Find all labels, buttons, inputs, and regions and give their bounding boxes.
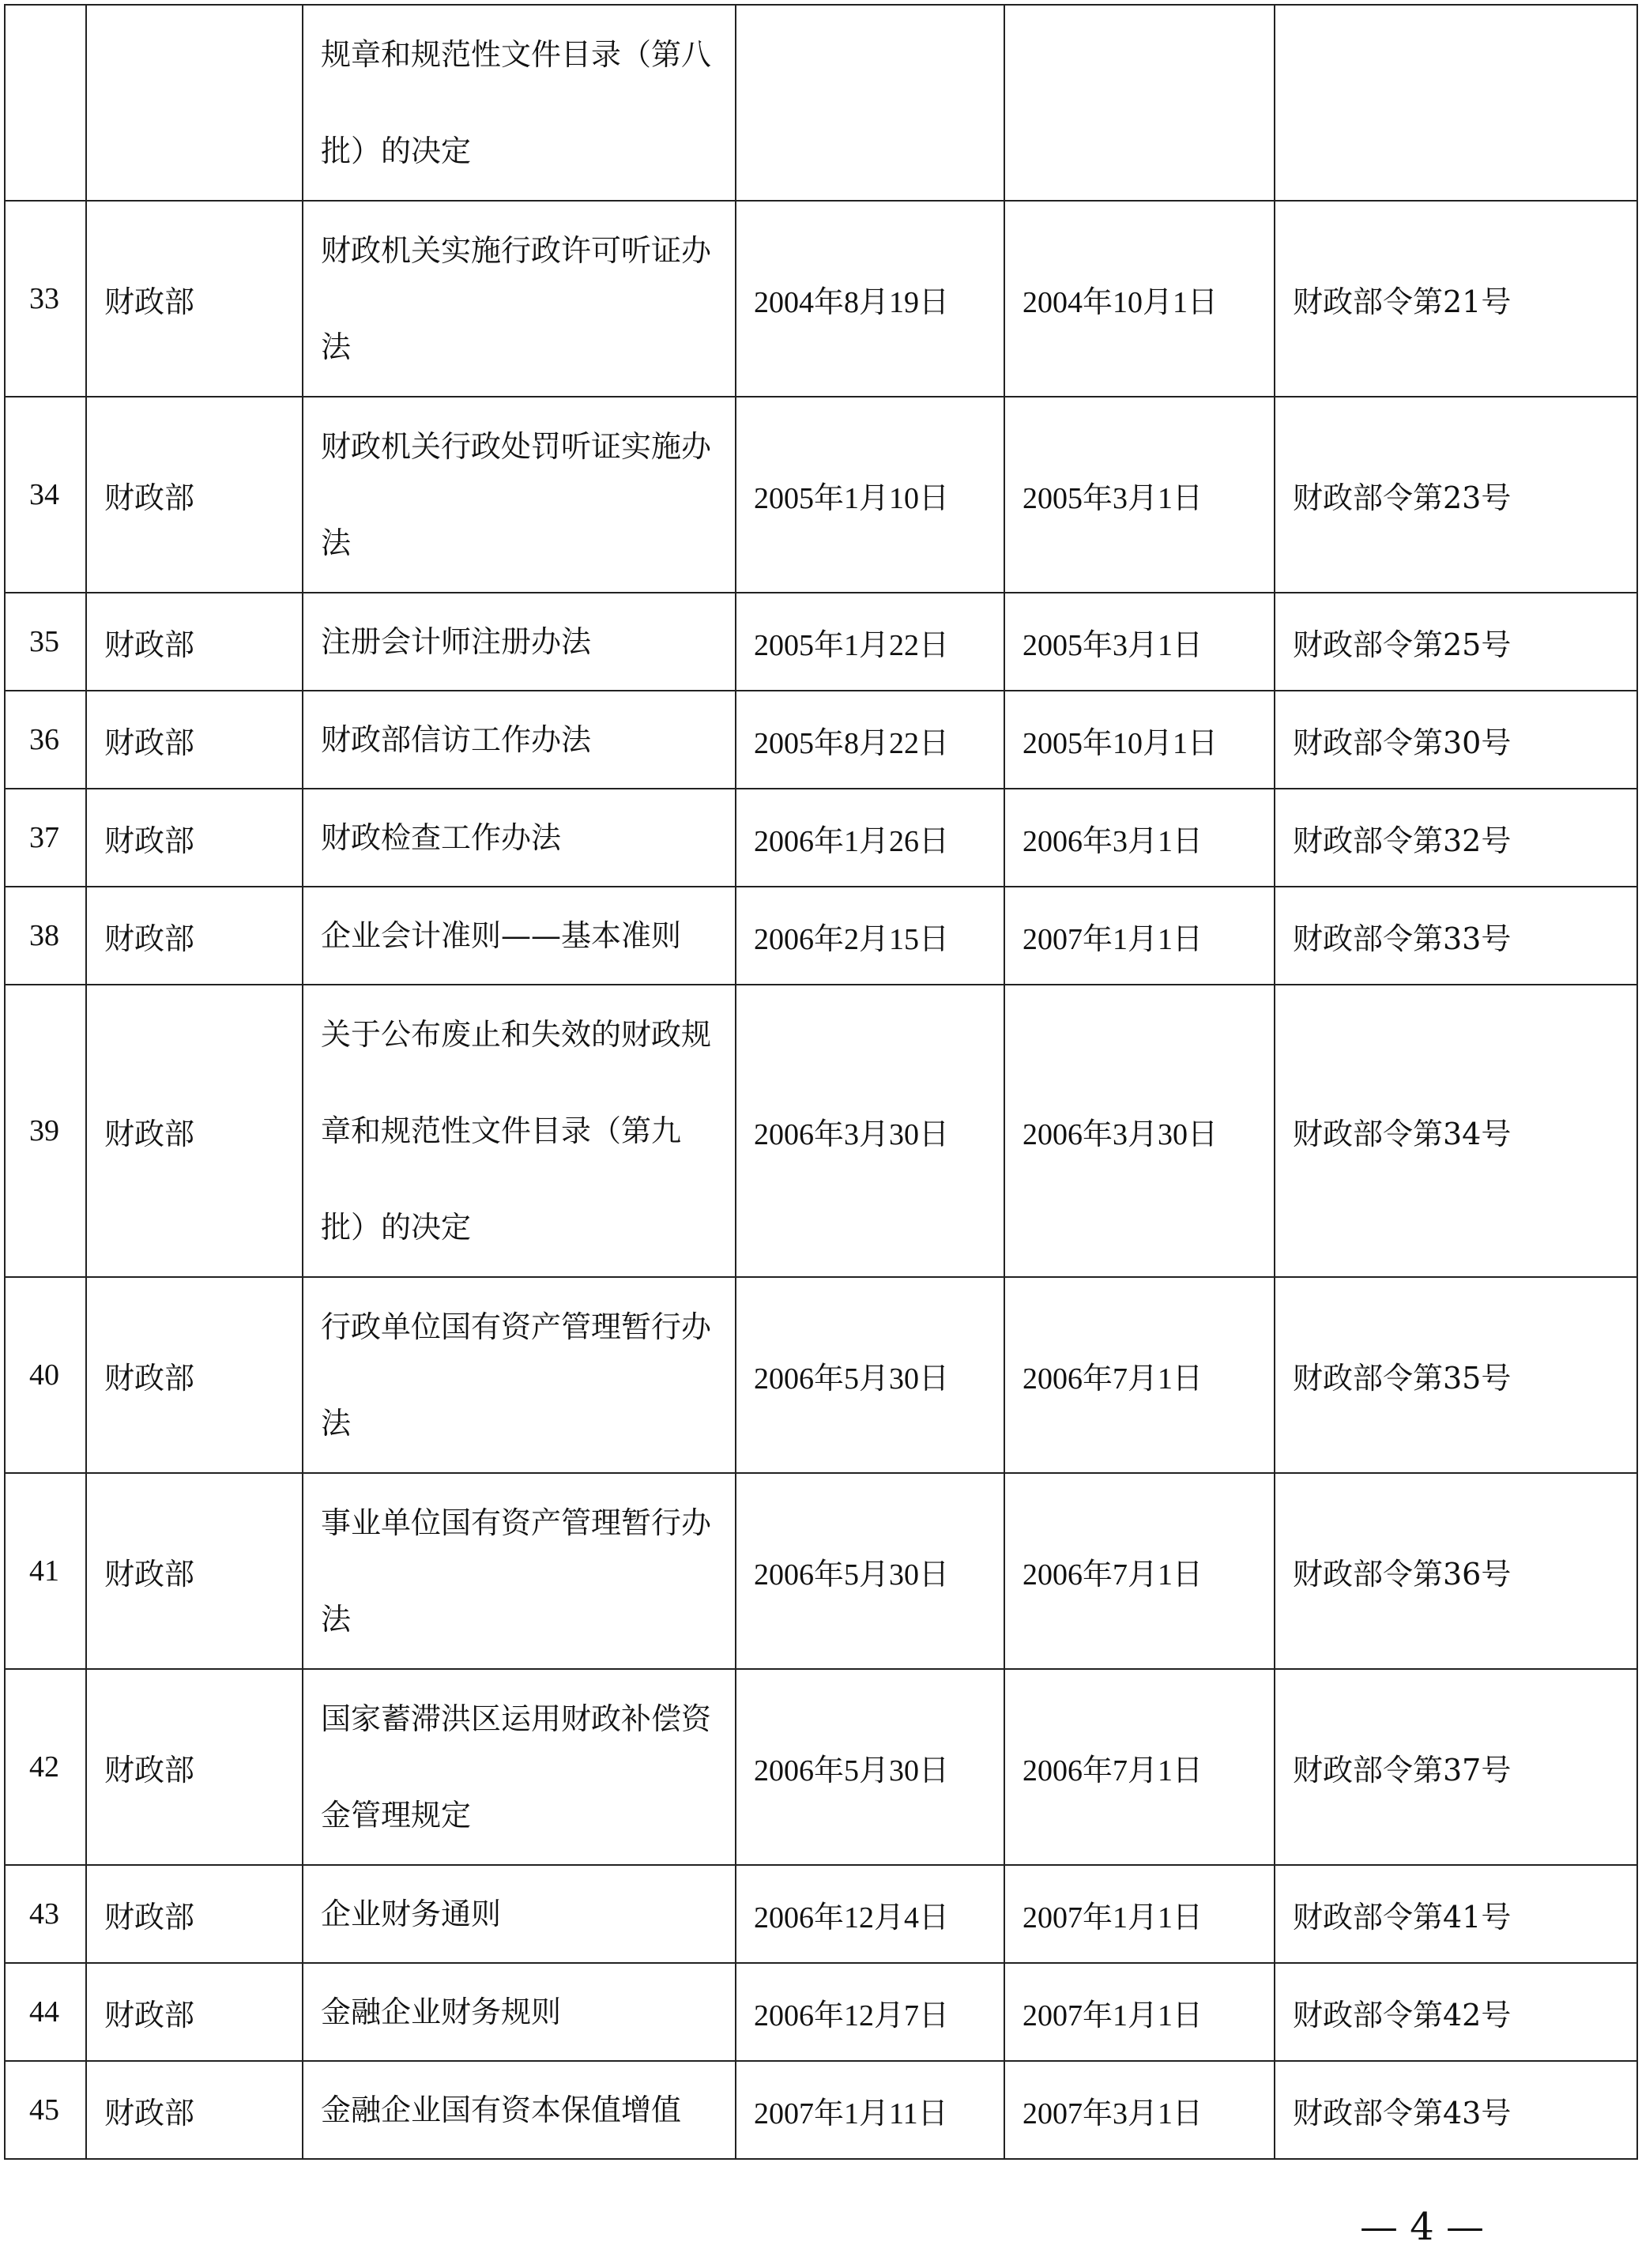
issued-date-cell: 2005年8月22日 — [736, 691, 1004, 789]
page-number: — 4 — — [1359, 2205, 1484, 2249]
agency-cell: 财政部 — [86, 1669, 303, 1865]
row-number — [5, 5, 86, 201]
row-number: 37 — [5, 789, 86, 887]
effective-date-cell: 2004年10月1日 — [1004, 201, 1275, 397]
effective-date-cell: 2005年10月1日 — [1004, 691, 1275, 789]
title-cell: 企业会计准则——基本准则 — [303, 887, 736, 985]
effective-date-cell: 2006年7月1日 — [1004, 1669, 1275, 1865]
document-number-cell: 财政部令第25号 — [1275, 593, 1637, 691]
row-number: 42 — [5, 1669, 86, 1865]
title-cell: 财政机关行政处罚听证实施办法 — [303, 397, 736, 593]
document-number-cell: 财政部令第34号 — [1275, 985, 1637, 1277]
effective-date-cell: 2006年3月30日 — [1004, 985, 1275, 1277]
document-number-cell: 财政部令第37号 — [1275, 1669, 1637, 1865]
effective-date-cell: 2005年3月1日 — [1004, 397, 1275, 593]
issued-date-cell: 2005年1月22日 — [736, 593, 1004, 691]
row-number: 36 — [5, 691, 86, 789]
document-number-cell: 财政部令第42号 — [1275, 1963, 1637, 2061]
title-cell: 国家蓄滞洪区运用财政补偿资金管理规定 — [303, 1669, 736, 1865]
table-row — [5, 5, 1637, 201]
table-row — [5, 1277, 1637, 1473]
agency-cell: 财政部 — [86, 985, 303, 1277]
agency-cell: 财政部 — [86, 2061, 303, 2159]
agency-cell: 财政部 — [86, 691, 303, 789]
regulations-table — [4, 4, 1638, 2160]
row-number: 33 — [5, 201, 86, 397]
issued-date-cell: 2006年1月26日 — [736, 789, 1004, 887]
row-number: 41 — [5, 1473, 86, 1669]
table-row — [5, 397, 1637, 593]
regulations-table-body — [5, 5, 1637, 2159]
title-cell: 行政单位国有资产管理暂行办法 — [303, 1277, 736, 1473]
title-cell: 金融企业国有资本保值增值 — [303, 2061, 736, 2159]
document-number-cell: 财政部令第30号 — [1275, 691, 1637, 789]
document-number-cell: 财政部令第41号 — [1275, 1865, 1637, 1963]
row-number: 44 — [5, 1963, 86, 2061]
document-number-cell: 财政部令第35号 — [1275, 1277, 1637, 1473]
title-cell: 注册会计师注册办法 — [303, 593, 736, 691]
effective-date-cell — [1004, 5, 1275, 201]
table-row — [5, 789, 1637, 887]
issued-date-cell: 2004年8月19日 — [736, 201, 1004, 397]
issued-date-cell: 2006年2月15日 — [736, 887, 1004, 985]
title-cell: 企业财务通则 — [303, 1865, 736, 1963]
title-cell: 财政部信访工作办法 — [303, 691, 736, 789]
agency-cell: 财政部 — [86, 397, 303, 593]
agency-cell: 财政部 — [86, 1865, 303, 1963]
table-row — [5, 2061, 1637, 2159]
document-number-cell: 财政部令第36号 — [1275, 1473, 1637, 1669]
issued-date-cell: 2006年5月30日 — [736, 1473, 1004, 1669]
agency-cell: 财政部 — [86, 593, 303, 691]
agency-cell: 财政部 — [86, 789, 303, 887]
effective-date-cell: 2007年1月1日 — [1004, 1963, 1275, 2061]
table-row — [5, 985, 1637, 1277]
table-row — [5, 691, 1637, 789]
issued-date-cell: 2006年5月30日 — [736, 1277, 1004, 1473]
document-number-cell: 财政部令第43号 — [1275, 2061, 1637, 2159]
effective-date-cell: 2006年7月1日 — [1004, 1277, 1275, 1473]
issued-date-cell: 2007年1月11日 — [736, 2061, 1004, 2159]
agency-cell: 财政部 — [86, 1963, 303, 2061]
issued-date-cell: 2006年5月30日 — [736, 1669, 1004, 1865]
agency-cell: 财政部 — [86, 887, 303, 985]
issued-date-cell: 2005年1月10日 — [736, 397, 1004, 593]
title-cell: 金融企业财务规则 — [303, 1963, 736, 2061]
agency-cell: 财政部 — [86, 1277, 303, 1473]
issued-date-cell: 2006年12月4日 — [736, 1865, 1004, 1963]
table-row — [5, 887, 1637, 985]
row-number: 45 — [5, 2061, 86, 2159]
agency-cell — [86, 5, 303, 201]
row-number: 35 — [5, 593, 86, 691]
table-row — [5, 1865, 1637, 1963]
effective-date-cell: 2006年3月1日 — [1004, 789, 1275, 887]
table-row — [5, 1473, 1637, 1669]
effective-date-cell: 2005年3月1日 — [1004, 593, 1275, 691]
table-row — [5, 201, 1637, 397]
document-number-cell — [1275, 5, 1637, 201]
row-number: 43 — [5, 1865, 86, 1963]
document-number-cell: 财政部令第32号 — [1275, 789, 1637, 887]
title-cell: 事业单位国有资产管理暂行办法 — [303, 1473, 736, 1669]
effective-date-cell: 2007年3月1日 — [1004, 2061, 1275, 2159]
table-row — [5, 1669, 1637, 1865]
agency-cell: 财政部 — [86, 201, 303, 397]
issued-date-cell — [736, 5, 1004, 201]
document-number-cell: 财政部令第23号 — [1275, 397, 1637, 593]
row-number: 38 — [5, 887, 86, 985]
issued-date-cell: 2006年3月30日 — [736, 985, 1004, 1277]
title-cell: 关于公布废止和失效的财政规章和规范性文件目录（第九批）的决定 — [303, 985, 736, 1277]
title-cell: 财政检查工作办法 — [303, 789, 736, 887]
issued-date-cell: 2006年12月7日 — [736, 1963, 1004, 2061]
effective-date-cell: 2007年1月1日 — [1004, 1865, 1275, 1963]
effective-date-cell: 2006年7月1日 — [1004, 1473, 1275, 1669]
document-number-cell: 财政部令第33号 — [1275, 887, 1637, 985]
effective-date-cell: 2007年1月1日 — [1004, 887, 1275, 985]
row-number: 40 — [5, 1277, 86, 1473]
table-row — [5, 1963, 1637, 2061]
row-number: 34 — [5, 397, 86, 593]
table-row — [5, 593, 1637, 691]
title-cell: 规章和规范性文件目录（第八批）的决定 — [303, 5, 736, 201]
document-number-cell: 财政部令第21号 — [1275, 201, 1637, 397]
title-cell: 财政机关实施行政许可听证办法 — [303, 201, 736, 397]
agency-cell: 财政部 — [86, 1473, 303, 1669]
row-number: 39 — [5, 985, 86, 1277]
